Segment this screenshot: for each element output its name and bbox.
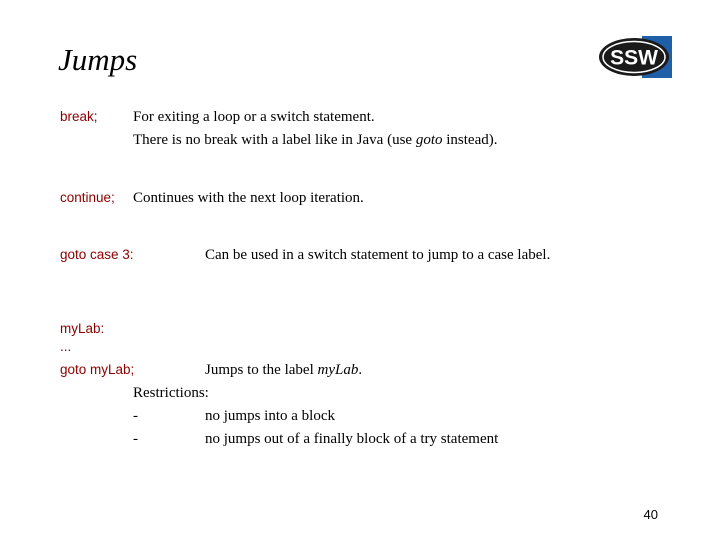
restriction-item: no jumps into a block [205, 408, 335, 424]
restriction-bullet: - [133, 431, 138, 447]
restrictions-heading: Restrictions: [133, 385, 209, 401]
ellipsis: ... [60, 339, 72, 354]
goto-label-description: Jumps to the label myLab. [205, 362, 363, 378]
restriction-bullet: - [133, 408, 138, 424]
goto-case-code: goto case 3: [60, 247, 134, 262]
restriction-item: no jumps out of a finally block of a try statement [205, 431, 499, 447]
continue-description: Continues with the next loop iteration. [133, 190, 364, 206]
label-code: myLab: [60, 321, 105, 336]
logo-text: SSW [610, 46, 658, 70]
goto-label-code: goto myLab; [60, 362, 135, 377]
break-code: break; [60, 109, 98, 124]
goto-case-description: Can be used in a switch statement to jump to a case label. [205, 247, 551, 263]
continue-code: continue; [60, 190, 115, 205]
ssw-logo [598, 36, 672, 78]
break-description: For exiting a loop or a switch statement. [133, 109, 375, 125]
slide-title: Jumps [58, 42, 138, 77]
page-number: 40 [643, 507, 658, 522]
break-note: There is no break with a label like in Java (use goto instead). [133, 132, 498, 148]
